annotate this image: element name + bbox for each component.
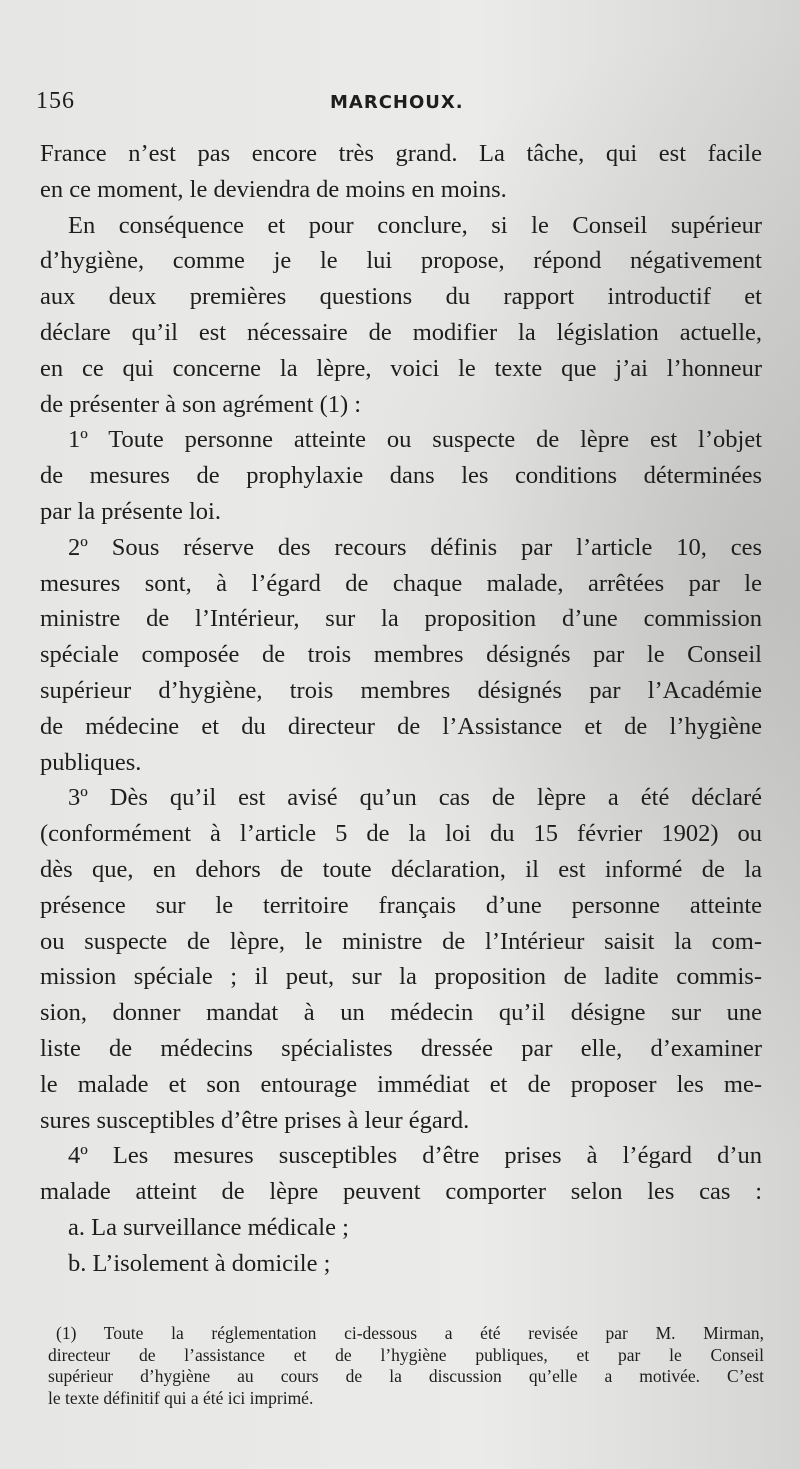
- text-line: (conformément à l’article 5 de la loi du 15 février 1902) ou: [40, 820, 762, 848]
- article-4-line: 4º Les mesures susceptibles d’être prises à l’égard d’un: [68, 1142, 762, 1170]
- text-line: présence sur le territoire français d’une personne atteinte: [40, 891, 762, 919]
- text-line: déclare qu’il est nécessaire de modifier la législation actuelle,: [40, 318, 762, 346]
- text-line: mesures sont, à l’égard de chaque malade, arrêtées par le: [40, 569, 762, 597]
- footnote: [48, 1323, 764, 1409]
- footnote-line: (1) Toute la réglementation ci-dessous a été revisée par M. Mirman,: [56, 1323, 764, 1343]
- text-line: publiques.: [40, 748, 142, 776]
- text-line: supérieur d’hygiène, trois membres désignés par l’Académie: [40, 676, 762, 704]
- text-line: ministre de l’Intérieur, sur la proposition d’une commission: [40, 605, 762, 633]
- text-line: spéciale composée de trois membres désignés par le Conseil: [40, 641, 762, 669]
- text-line: d’hygiène, comme je le lui propose, répond négativement: [40, 247, 762, 275]
- footnote-line: supérieur d’hygiène au cours de la discussion qu’elle a motivée. C’est: [48, 1366, 764, 1386]
- article-2-line: 2º Sous réserve des recours définis par l’article 10, ces: [68, 533, 762, 561]
- footnote-line: directeur de l’assistance et de l’hygiène publiques, et par le Conseil: [48, 1344, 764, 1365]
- text-line: le malade et son entourage immédiat et de proposer les me-: [40, 1070, 762, 1098]
- text-line: de présenter à son agrément (1) :: [40, 390, 362, 418]
- text-line: en ce qui concerne la lèpre, voici le texte que j’ai l’honneur: [40, 354, 762, 382]
- page-header: [36, 88, 756, 128]
- article-3-line: 3º Dès qu’il est avisé qu’un cas de lèpre a été déclaré: [68, 784, 762, 812]
- text-line: ou suspecte de lèpre, le ministre de l’Intérieur saisit la com-: [40, 927, 762, 955]
- text-line: aux deux premières questions du rapport introductif et: [40, 283, 762, 311]
- text-line: de mesures de prophylaxie dans les conditions déterminées: [40, 462, 762, 490]
- article-1-line: 1º Toute personne atteinte ou suspecte de lèpre est l’objet: [68, 426, 762, 454]
- text-line: dès que, en dehors de toute déclaration, il est informé de la: [40, 855, 762, 883]
- text-line: France n’est pas encore très grand. La tâche, qui est facile: [40, 140, 762, 167]
- list-item-a: a. La surveillance médicale ;: [68, 1213, 349, 1241]
- text-line: sion, donner mandat à un médecin qu’il désigne sur une: [40, 999, 762, 1027]
- text-line: mission spéciale ; il peut, sur la proposition de ladite commis-: [40, 963, 762, 991]
- text-line: en ce moment, le deviendra de moins en moins.: [40, 175, 507, 203]
- body-text: [40, 136, 762, 1282]
- paragraph-start-line: En conséquence et pour conclure, si le Conseil supérieur: [68, 211, 762, 239]
- text-line: sures susceptibles d’être prises à leur égard.: [40, 1106, 470, 1134]
- list-item-b: b. L’isolement à domicile ;: [68, 1249, 331, 1277]
- footnote-line: le texte définitif qui a été ici imprimé.: [48, 1387, 314, 1408]
- running-head: MARCHOUX.: [330, 92, 464, 113]
- text-line: malade atteint de lèpre peuvent comporter selon les cas :: [40, 1178, 762, 1206]
- text-line: de médecine et du directeur de l’Assistance et de l’hygiène: [40, 712, 762, 740]
- page-number: 156: [36, 88, 75, 114]
- text-line: par la présente loi.: [40, 497, 221, 525]
- text-line: liste de médecins spécialistes dressée par elle, d’examiner: [40, 1034, 762, 1062]
